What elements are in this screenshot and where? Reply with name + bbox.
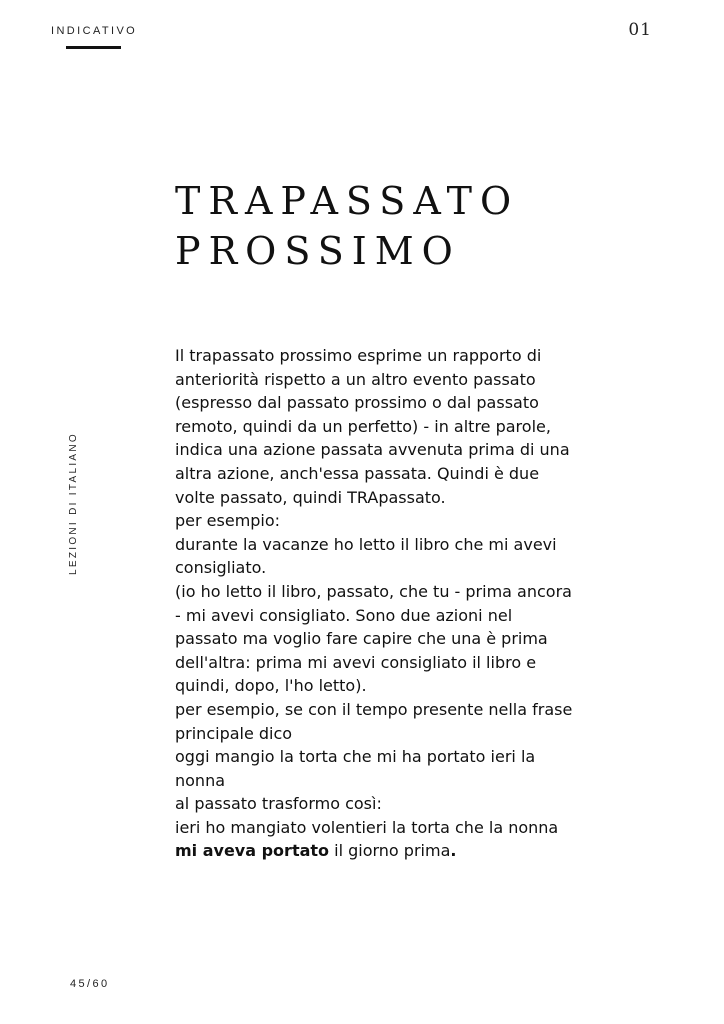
body-line: nonna (175, 770, 226, 790)
title-line-1: TRAPASSATO (175, 179, 520, 223)
section-underline (66, 46, 121, 49)
body-line: altra azione, anch'essa passata. Quindi è due (175, 463, 540, 483)
body-line: dell'altra: prima mi avevi consigliato il libro e (175, 652, 537, 672)
body-line: anteriorità rispetto a un altro evento passato (175, 369, 536, 389)
emphasis-text: mi aveva portato (175, 841, 330, 861)
body-line: remoto, quindi da un perfetto) - in altre parole, (175, 416, 551, 436)
body-line: consigliato. (175, 558, 267, 578)
body-line: principale dico (175, 723, 293, 743)
body-line: (espresso dal passato prossimo o dal passato (175, 393, 539, 413)
body-line: durante la vacanze ho letto il libro che mi avevi (175, 534, 557, 554)
body-line: indica una azione passata avvenuta prima di una (175, 440, 570, 460)
page-index: 01 (628, 20, 652, 40)
body-line: Il trapassato prossimo esprime un rapporto di (175, 346, 542, 365)
title-line-2: PROSSIMO (175, 229, 461, 273)
body-line: ieri ho mangiato volentieri la torta che la nonna (175, 817, 559, 837)
body-line: passato ma voglio fare capire che una è prima (175, 629, 548, 649)
body-text (175, 344, 615, 863)
body-last-line-text: il giorno prima (329, 841, 451, 861)
page-counter: 45/60 (70, 978, 110, 990)
side-label: LEZIONI DI ITALIANO (68, 432, 79, 575)
page-title (175, 176, 519, 276)
emphasis-period: . (450, 841, 457, 861)
body-line: (io ho letto il libro, passato, che tu - prima ancora (175, 581, 572, 601)
body-line: oggi mangio la torta che mi ha portato ieri la (175, 747, 536, 767)
body-line: volte passato, quindi TRApassato. (175, 487, 446, 507)
body-line: quindi, dopo, l'ho letto). (175, 676, 367, 696)
body-line: per esempio, se con il tempo presente nella frase (175, 699, 573, 719)
body-last-line (175, 839, 615, 863)
body-line: per esempio: (175, 511, 281, 531)
body-line: - mi avevi consigliato. Sono due azioni nel (175, 605, 513, 625)
body-line: al passato trasformo così: (175, 794, 382, 814)
section-label: INDICATIVO (51, 25, 138, 37)
